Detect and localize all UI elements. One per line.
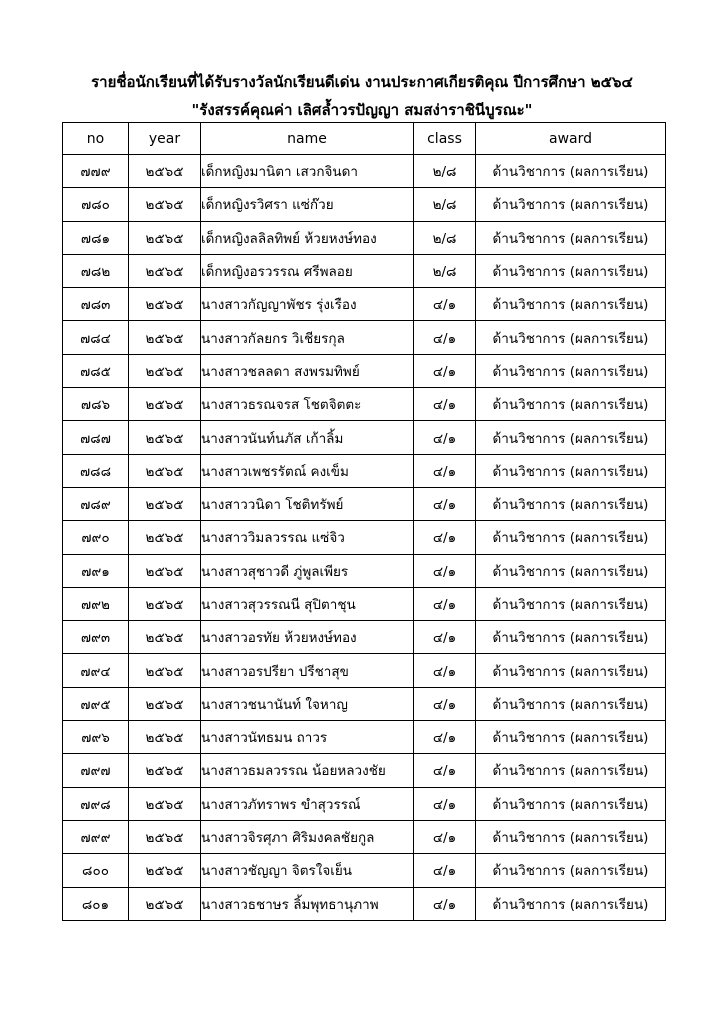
cell-no: ๘๐๐: [63, 854, 129, 887]
cell-no: ๗๘๓: [63, 288, 129, 321]
cell-year: ๒๕๖๕: [129, 354, 201, 387]
table-row: [63, 155, 666, 188]
document-title: รายชื่อนักเรียนที่ได้รับรางวัลนักเรียนดีเด่น งานประกาศเกียรติคุณ ปีการศึกษา ๒๕๖๔: [91, 73, 633, 91]
cell-year: ๒๕๖๕: [129, 388, 201, 421]
cell-name: นางสาวสุวรรณนี สุปิตาชุน: [201, 587, 414, 620]
cell-award: ด้านวิชาการ (ผลการเรียน): [476, 354, 666, 387]
table-row: [63, 321, 666, 354]
table-row: [63, 354, 666, 387]
cell-no: ๗๙๓: [63, 621, 129, 654]
cell-no: ๗๙๖: [63, 721, 129, 754]
cell-name: นางสาวภัทราพร ขำสุวรรณ์: [201, 787, 414, 820]
cell-name: นางสาวกัญญาพัชร รุ่งเรือง: [201, 288, 414, 321]
cell-no: ๘๐๑: [63, 887, 129, 920]
cell-award: ด้านวิชาการ (ผลการเรียน): [476, 687, 666, 720]
cell-name: นางสาวอรทัย ห้วยหงษ์ทอง: [201, 621, 414, 654]
cell-class: ๔/๑: [414, 754, 476, 787]
cell-no: ๗๘๐: [63, 188, 129, 221]
cell-class: ๔/๑: [414, 854, 476, 887]
cell-name: เด็กหญิงมานิตา เสวกจินดา: [201, 155, 414, 188]
table-row: [63, 454, 666, 487]
table-row: [63, 820, 666, 853]
cell-class: ๔/๑: [414, 554, 476, 587]
column-header-name: name: [201, 123, 414, 155]
table-row: [63, 754, 666, 787]
cell-name: เด็กหญิงอรวรรณ ศรีพลอย: [201, 254, 414, 287]
cell-award: ด้านวิชาการ (ผลการเรียน): [476, 721, 666, 754]
table-row: [63, 221, 666, 254]
cell-class: ๔/๑: [414, 354, 476, 387]
cell-award: ด้านวิชาการ (ผลการเรียน): [476, 454, 666, 487]
table-row: [63, 388, 666, 421]
cell-award: ด้านวิชาการ (ผลการเรียน): [476, 587, 666, 620]
cell-no: ๗๙๕: [63, 687, 129, 720]
cell-year: ๒๕๖๕: [129, 687, 201, 720]
cell-name: นางสาวอรปรียา ปรีชาสุข: [201, 654, 414, 687]
cell-award: ด้านวิชาการ (ผลการเรียน): [476, 321, 666, 354]
cell-class: ๔/๑: [414, 820, 476, 853]
cell-no: ๗๙๙: [63, 820, 129, 853]
cell-award: ด้านวิชาการ (ผลการเรียน): [476, 487, 666, 520]
cell-no: ๗๗๙: [63, 155, 129, 188]
cell-year: ๒๕๖๕: [129, 254, 201, 287]
table-row: [63, 487, 666, 520]
cell-no: ๗๘๖: [63, 388, 129, 421]
cell-year: ๒๕๖๕: [129, 521, 201, 554]
cell-award: ด้านวิชาการ (ผลการเรียน): [476, 820, 666, 853]
cell-class: ๔/๑: [414, 521, 476, 554]
cell-class: ๒/๘: [414, 155, 476, 188]
header-row: [63, 123, 666, 155]
column-header-year: year: [129, 123, 201, 155]
cell-year: ๒๕๖๕: [129, 587, 201, 620]
cell-year: ๒๕๖๕: [129, 155, 201, 188]
column-header-no: no: [63, 123, 129, 155]
cell-no: ๗๘๕: [63, 354, 129, 387]
cell-no: ๗๘๒: [63, 254, 129, 287]
cell-no: ๗๙๒: [63, 587, 129, 620]
cell-year: ๒๕๖๕: [129, 787, 201, 820]
cell-award: ด้านวิชาการ (ผลการเรียน): [476, 254, 666, 287]
cell-award: ด้านวิชาการ (ผลการเรียน): [476, 554, 666, 587]
cell-class: ๒/๘: [414, 221, 476, 254]
cell-class: ๔/๑: [414, 887, 476, 920]
cell-year: ๒๕๖๕: [129, 621, 201, 654]
table-row: [63, 288, 666, 321]
cell-no: ๗๘๙: [63, 487, 129, 520]
table-row: [63, 587, 666, 620]
cell-name: นางสาวกัลยกร วิเชียรกุล: [201, 321, 414, 354]
cell-no: ๗๙๐: [63, 521, 129, 554]
cell-class: ๒/๘: [414, 254, 476, 287]
cell-award: ด้านวิชาการ (ผลการเรียน): [476, 754, 666, 787]
cell-year: ๒๕๖๕: [129, 654, 201, 687]
cell-class: ๔/๑: [414, 321, 476, 354]
cell-name: นางสาวสุชาวดี ภู่พูลเพียร: [201, 554, 414, 587]
cell-class: ๒/๘: [414, 188, 476, 221]
table-row: [63, 854, 666, 887]
cell-year: ๒๕๖๕: [129, 454, 201, 487]
cell-class: ๔/๑: [414, 721, 476, 754]
cell-name: นางสาวนันท์นภัส เก้าลิ้ม: [201, 421, 414, 454]
cell-name: นางสาวชัญญา จิตรใจเย็น: [201, 854, 414, 887]
cell-year: ๒๕๖๕: [129, 188, 201, 221]
cell-no: ๗๙๘: [63, 787, 129, 820]
cell-name: นางสาวนัทธมน ถาวร: [201, 721, 414, 754]
cell-name: นางสาวชลลดา สงพรมทิพย์: [201, 354, 414, 387]
cell-no: ๗๘๔: [63, 321, 129, 354]
cell-class: ๔/๑: [414, 654, 476, 687]
award-table: [62, 122, 666, 921]
cell-award: ด้านวิชาการ (ผลการเรียน): [476, 388, 666, 421]
table-row: [63, 554, 666, 587]
cell-award: ด้านวิชาการ (ผลการเรียน): [476, 787, 666, 820]
cell-no: ๗๘๘: [63, 454, 129, 487]
cell-year: ๒๕๖๕: [129, 487, 201, 520]
table-row: [63, 188, 666, 221]
cell-class: ๔/๑: [414, 454, 476, 487]
cell-award: ด้านวิชาการ (ผลการเรียน): [476, 421, 666, 454]
cell-award: ด้านวิชาการ (ผลการเรียน): [476, 155, 666, 188]
cell-class: ๔/๑: [414, 687, 476, 720]
column-header-class: class: [414, 123, 476, 155]
cell-class: ๔/๑: [414, 587, 476, 620]
cell-name: นางสาวเพชรรัตณ์ คงเข็ม: [201, 454, 414, 487]
cell-year: ๒๕๖๕: [129, 421, 201, 454]
cell-award: ด้านวิชาการ (ผลการเรียน): [476, 854, 666, 887]
cell-name: นางสาวธมลวรรณ น้อยหลวงชัย: [201, 754, 414, 787]
cell-class: ๔/๑: [414, 787, 476, 820]
cell-class: ๔/๑: [414, 621, 476, 654]
table-row: [63, 654, 666, 687]
table-header: [63, 123, 666, 155]
cell-award: ด้านวิชาการ (ผลการเรียน): [476, 188, 666, 221]
cell-name: นางสาววิมลวรรณ แซ่จิว: [201, 521, 414, 554]
cell-name: นางสาวจิรศุภา ศิริมงคลชัยกูล: [201, 820, 414, 853]
cell-award: ด้านวิชาการ (ผลการเรียน): [476, 621, 666, 654]
table-body: [63, 155, 666, 921]
table-row: [63, 721, 666, 754]
table-row: [63, 421, 666, 454]
cell-award: ด้านวิชาการ (ผลการเรียน): [476, 521, 666, 554]
cell-no: ๗๘๗: [63, 421, 129, 454]
cell-name: นางสาววนิดา โชติทรัพย์: [201, 487, 414, 520]
cell-name: นางสาวชนานันท์ ใจหาญ: [201, 687, 414, 720]
table-row: [63, 787, 666, 820]
cell-award: ด้านวิชาการ (ผลการเรียน): [476, 221, 666, 254]
table-row: [63, 687, 666, 720]
document-subtitle: "รังสรรค์คุณค่า เลิศล้ำวรปัญญา สมสง่าราชินีบูรณะ": [191, 101, 533, 119]
cell-year: ๒๕๖๕: [129, 288, 201, 321]
cell-award: ด้านวิชาการ (ผลการเรียน): [476, 887, 666, 920]
cell-year: ๒๕๖๕: [129, 854, 201, 887]
table-row: [63, 254, 666, 287]
cell-name: เด็กหญิงลลิลทิพย์ ห้วยหงษ์ทอง: [201, 221, 414, 254]
cell-award: ด้านวิชาการ (ผลการเรียน): [476, 654, 666, 687]
cell-year: ๒๕๖๕: [129, 820, 201, 853]
cell-no: ๗๙๗: [63, 754, 129, 787]
cell-class: ๔/๑: [414, 388, 476, 421]
table-row: [63, 521, 666, 554]
cell-name: นางสาวธรณจรส โชตจิตตะ: [201, 388, 414, 421]
cell-year: ๒๕๖๕: [129, 721, 201, 754]
cell-class: ๔/๑: [414, 487, 476, 520]
cell-class: ๔/๑: [414, 421, 476, 454]
cell-name: เด็กหญิงรวิศรา แซ่ก๊วย: [201, 188, 414, 221]
cell-class: ๔/๑: [414, 288, 476, 321]
table-row: [63, 887, 666, 920]
cell-year: ๒๕๖๕: [129, 887, 201, 920]
cell-award: ด้านวิชาการ (ผลการเรียน): [476, 288, 666, 321]
cell-no: ๗๙๑: [63, 554, 129, 587]
cell-year: ๒๕๖๕: [129, 554, 201, 587]
cell-no: ๗๘๑: [63, 221, 129, 254]
table-row: [63, 621, 666, 654]
cell-year: ๒๕๖๕: [129, 221, 201, 254]
cell-year: ๒๕๖๕: [129, 321, 201, 354]
cell-name: นางสาวธชาษร ลิ้มพุทธานุภาพ: [201, 887, 414, 920]
cell-year: ๒๕๖๕: [129, 754, 201, 787]
cell-no: ๗๙๔: [63, 654, 129, 687]
column-header-award: award: [476, 123, 666, 155]
